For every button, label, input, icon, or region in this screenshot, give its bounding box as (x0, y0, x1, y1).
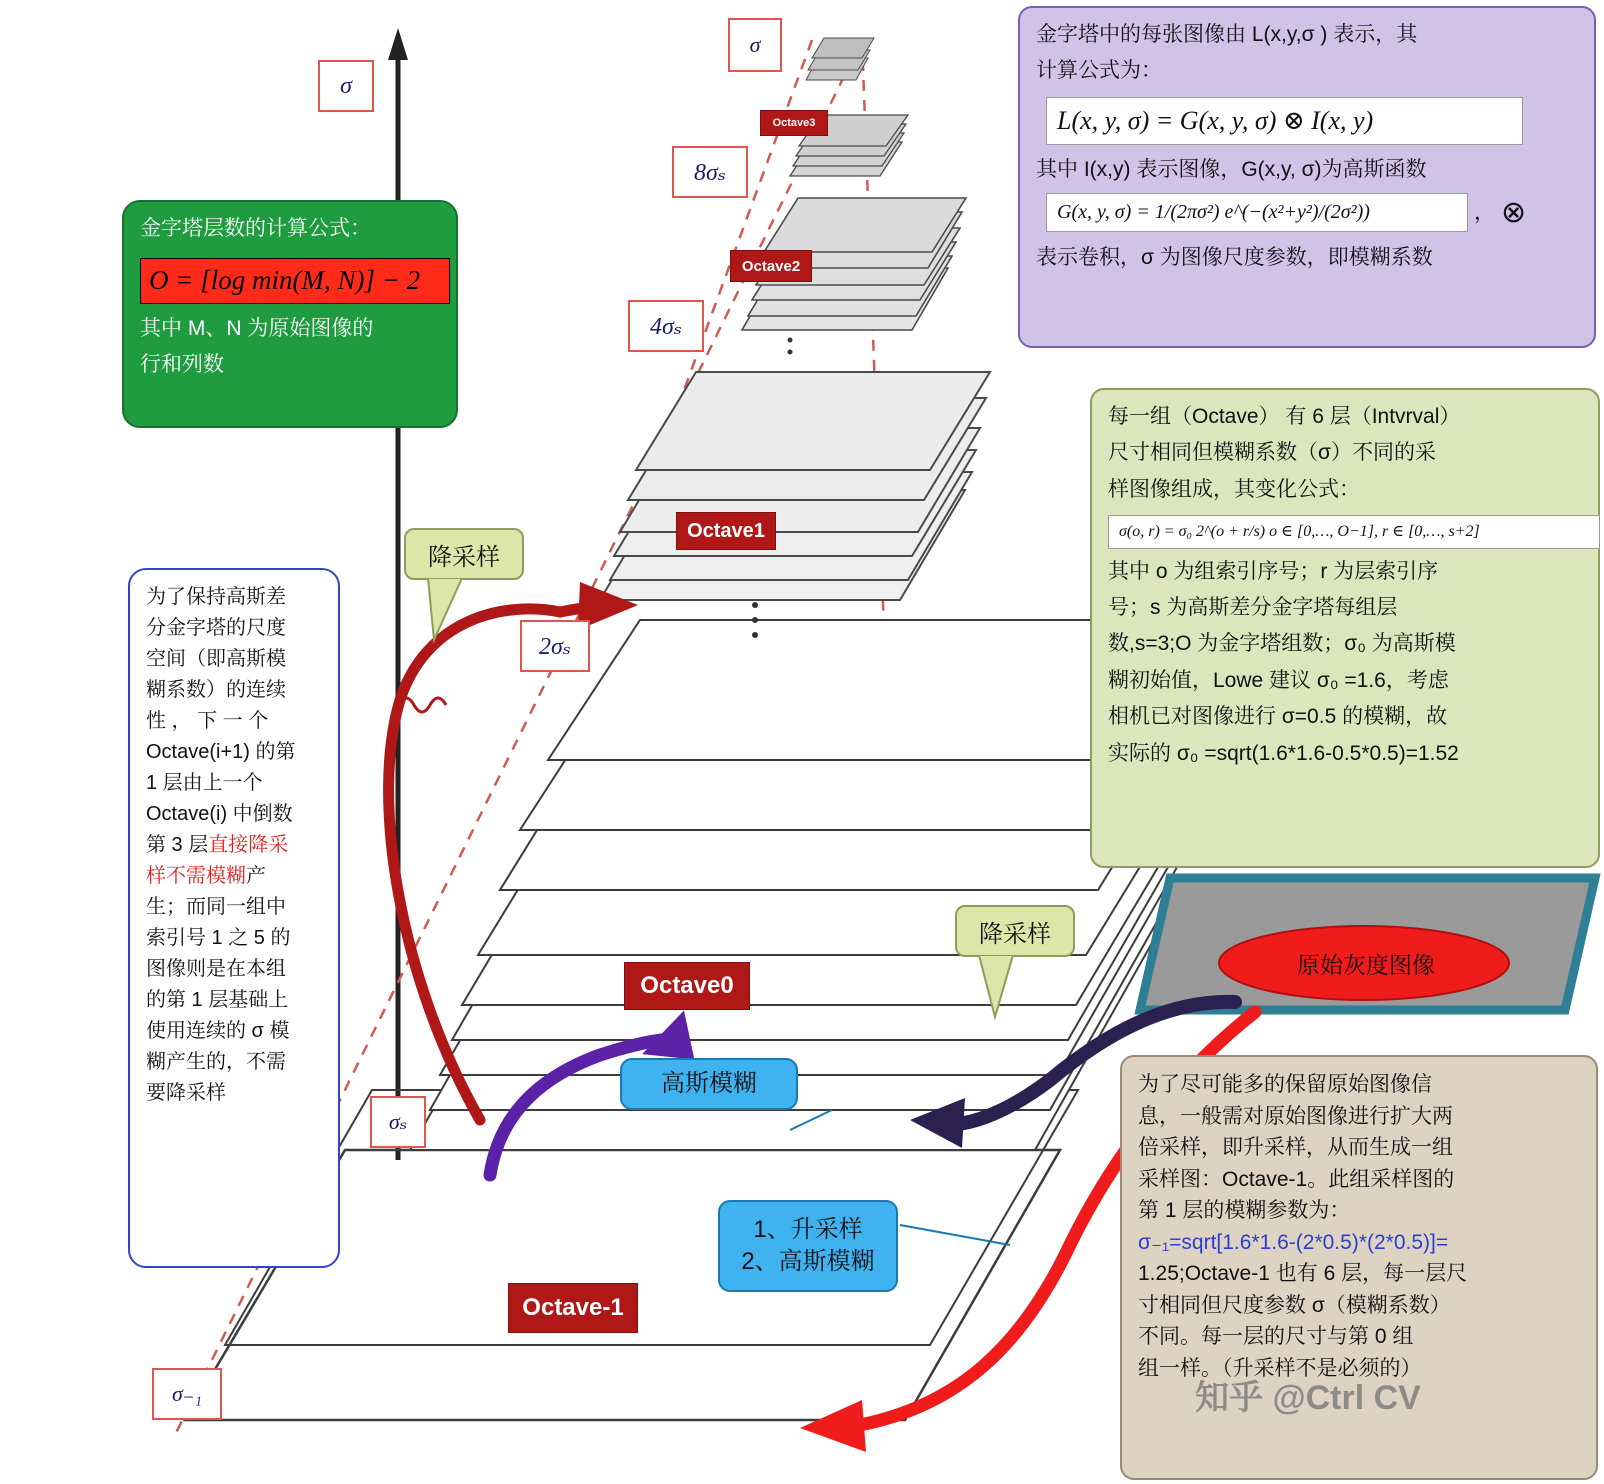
note-line: 倍采样，即升采样，从而生成一组 (1138, 1136, 1453, 1159)
note-line: 采样图：Octave-1。此组采样图的 (1138, 1167, 1455, 1191)
sigma-tag-2sigma: 2σₛ (520, 620, 590, 672)
formula-sigma-o-r: σ(o, r) = σ₀ 2^(o + r/s) o ∈ [0,…, O−1], r ∈ [0,…, s+2] (1108, 515, 1600, 548)
note-line: 的第 1 层基础上 (146, 989, 289, 1011)
sigma-tag-4sigma: 4σₛ (628, 300, 704, 352)
note-line: 计算公式为： (1036, 59, 1162, 83)
note-line: 组一样。（升采样不是必须的） (1138, 1356, 1422, 1380)
note-line: 其中 o 为组索引序号；r 为层索引序 (1108, 559, 1439, 583)
note-line: 图像则是在本组 (146, 958, 286, 980)
formula-L: L(x, y, σ) = G(x, y, σ) ⊗ I(x, y) (1046, 97, 1523, 145)
note-line: 性 ， 下 一 个 (146, 710, 269, 732)
callout-gaussian-blur: 高斯模糊 (620, 1058, 798, 1110)
note-octave-info (1090, 388, 1600, 868)
note-line: 第 1 层的模糊参数为： (1138, 1199, 1351, 1222)
callout-tail-downsample-left (404, 578, 534, 658)
sigma-tag-sigma-minus1: σ₋₁ (152, 1368, 222, 1420)
note-line: 产 (246, 865, 266, 887)
comma: ， (1474, 200, 1495, 224)
note-line: 要降采样 (146, 1082, 226, 1104)
label-octave3: Octave3 (760, 110, 828, 136)
note-line: 为了尽可能多的保留原始图像信 (1138, 1073, 1432, 1096)
note-line: 不同。每一层的尺寸与第 0 组 (1138, 1325, 1414, 1348)
note-layers-formula (122, 200, 458, 428)
callout-tail-downsample-right (955, 955, 1085, 1035)
note-line: 糊系数）的连续 (146, 679, 286, 701)
label-octave0: Octave0 (624, 962, 750, 1010)
watermark: 知乎 @Ctrl CV (1195, 1379, 1421, 1417)
note-line: 第 3 层 (146, 834, 209, 856)
note-line: Octave(i+1) 的第 (146, 741, 296, 763)
note-line: 糊产生的，不需 (146, 1051, 286, 1073)
formula-octave-count: O = [log min(M, N)] − 2 (140, 258, 450, 303)
note-line: 生；而同一组中 (146, 896, 286, 918)
note-line: 表示卷积，σ 为图像尺度参数，即模糊系数 (1036, 245, 1433, 269)
sigma-tag-sigma-s: σₛ (370, 1096, 426, 1148)
note-line: 使用连续的 σ 模 (146, 1020, 290, 1042)
note-line: 每一组（Octave） 有 6 层（Intvrval） (1108, 405, 1461, 428)
callout-line: 2、高斯模糊 (741, 1248, 875, 1275)
note-line: 为了保持高斯差 (146, 586, 286, 608)
note-line: 数,s=3;O 为金字塔组数；σ₀ 为高斯模 (1108, 632, 1456, 656)
callout-upsample-steps (718, 1200, 898, 1292)
formula-G: G(x, y, σ) = 1/(2πσ²) e^(−(x²+y²)/(2σ²)) (1046, 193, 1468, 232)
label-octave-minus1: Octave-1 (508, 1283, 638, 1333)
label-original-image: 原始灰度图像 (1297, 951, 1435, 978)
note-line-highlight: 样不需模糊 (146, 865, 246, 887)
note-line: 空间（即高斯模 (146, 648, 286, 670)
note-line: 行和列数 (140, 353, 224, 377)
label-octave1: Octave1 (676, 512, 776, 550)
note-line: 息，一般需对原始图像进行扩大两 (1138, 1104, 1453, 1128)
note-line: 1.25;Octave-1 也有 6 层，每一层尺 (1138, 1262, 1468, 1285)
note-line: 实际的 σ₀ =sqrt(1.6*1.6-0.5*0.5)=1.52 (1108, 741, 1459, 765)
note-line: 其中 M、N 为原始图像的 (140, 316, 374, 340)
note-line: 糊初始值，Lowe 建议 σ₀ =1.6，考虑 (1108, 668, 1449, 692)
callout-downsample-right: 降采样 (955, 905, 1075, 957)
sigma-tag-apex: σ (728, 18, 782, 72)
convolution-icon: ⊗ (1501, 196, 1527, 229)
sigma-tag-top: σ (318, 60, 374, 112)
note-line: 相机已对图像进行 σ=0.5 的模糊，故 (1108, 705, 1448, 729)
sigma-tag-8sigma: 8σₛ (672, 146, 748, 198)
note-line: 尺寸相同但模糊系数（σ）不同的采 (1108, 441, 1436, 465)
callout-line: 1、升采样 (753, 1215, 863, 1243)
note-pyramid-formula (1018, 6, 1596, 348)
note-line: Octave(i) 中倒数 (146, 803, 293, 825)
note-line: 样图像组成，其变化公式： (1108, 477, 1360, 501)
note-line: 索引号 1 之 5 的 (146, 927, 291, 949)
label-octave2: Octave2 (730, 250, 812, 282)
note-line: 其中 I(x,y) 表示图像，G(x,y, σ)为高斯函数 (1036, 157, 1427, 181)
note-line: 寸相同但尺度参数 σ（模糊系数） (1138, 1293, 1451, 1317)
note-line: 号；s 为高斯差分金字塔每组层 (1108, 595, 1398, 619)
note-line: 金字塔层数的计算公式： (140, 217, 371, 240)
note-line: 金字塔中的每张图像由 L(x,y,σ ) 表示，其 (1036, 23, 1418, 46)
note-line: σ₋₁=sqrt[1.6*1.6-(2*0.5)*(2*0.5)]= (1138, 1230, 1449, 1254)
note-line: 1 层由上一个 (146, 772, 263, 794)
note-scale-continuity (128, 568, 340, 1268)
callout-downsample-left: 降采样 (404, 528, 524, 580)
note-line: 分金字塔的尺度 (146, 617, 286, 639)
note-line-highlight: 直接降采 (208, 834, 289, 856)
